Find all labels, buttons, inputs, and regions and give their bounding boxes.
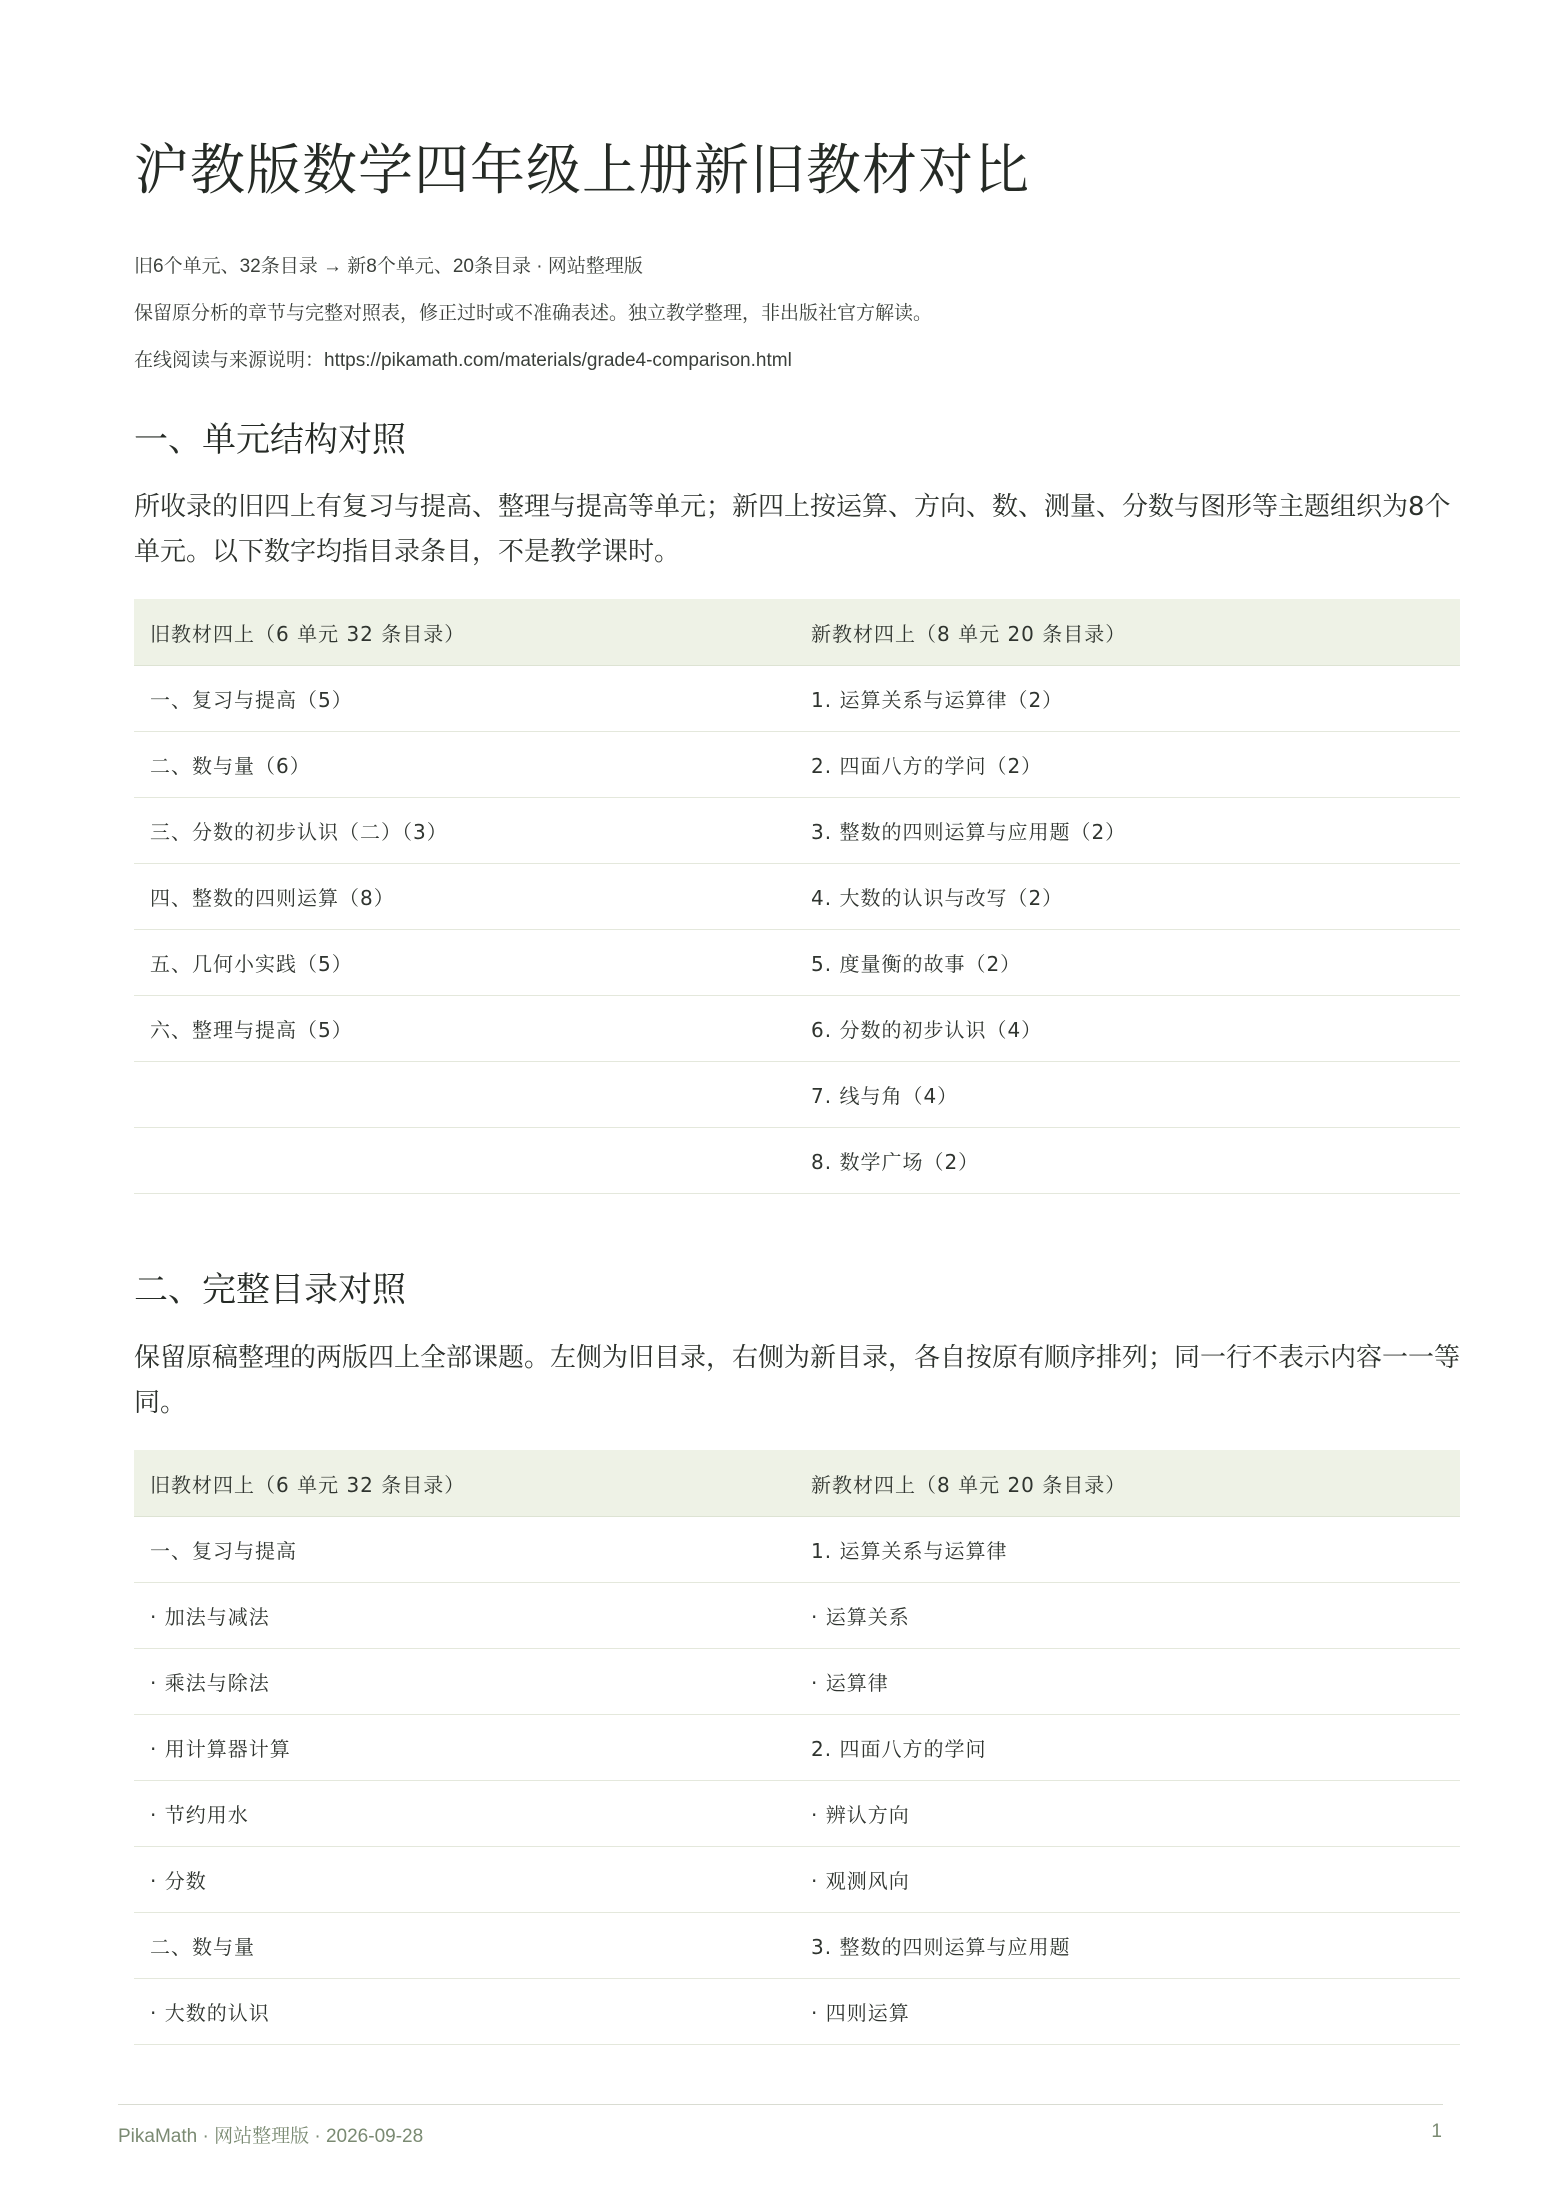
- table-header-row: [134, 1450, 1460, 1517]
- section-2-paragraph: 保留原稿整理的两版四上全部课题。左侧为旧目录，右侧为新目录，各自按原有顺序排列；同一行不表示内容一一等同。: [134, 1343, 1461, 1418]
- table-row: [134, 798, 1460, 864]
- page-number: 1: [1431, 2121, 1442, 2142]
- cell-new: 1. 运算关系与运算律（2）: [795, 666, 1460, 732]
- table-row: [134, 996, 1460, 1062]
- cell-old: · 分数: [134, 1847, 795, 1913]
- table-row: [134, 930, 1460, 996]
- cell-new: 5. 度量衡的故事（2）: [795, 930, 1460, 996]
- meta-note: 保留原分析的章节与完整对照表，修正过时或不准确表述。独立教学整理，非出版社官方解读。: [134, 303, 933, 324]
- column-header-old: 旧教材四上（6 单元 32 条目录）: [134, 599, 795, 666]
- section-2-heading: 二、完整目录对照: [134, 1270, 406, 1310]
- column-header-new: 新教材四上（8 单元 20 条目录）: [795, 599, 1460, 666]
- cell-new: 2. 四面八方的学问: [795, 1715, 1460, 1781]
- cell-old: [134, 1128, 795, 1194]
- cell-new: · 四则运算: [795, 1979, 1460, 2045]
- table-row: [134, 1649, 1460, 1715]
- meta-summary: 旧6个单元、32条目录 → 新8个单元、20条目录 · 网站整理版: [134, 256, 643, 277]
- column-header-new: 新教材四上（8 单元 20 条目录）: [795, 1450, 1460, 1517]
- cell-new: 3. 整数的四则运算与应用题（2）: [795, 798, 1460, 864]
- footer-divider: [118, 2104, 1443, 2105]
- cell-new: 2. 四面八方的学问（2）: [795, 732, 1460, 798]
- cell-new: 6. 分数的初步认识（4）: [795, 996, 1460, 1062]
- cell-new: · 运算关系: [795, 1583, 1460, 1649]
- footer-source: PikaMath · 网站整理版 · 2026-09-28: [118, 2126, 424, 2147]
- cell-new: 3. 整数的四则运算与应用题: [795, 1913, 1460, 1979]
- cell-old: · 节约用水: [134, 1781, 795, 1847]
- cell-old: 一、复习与提高（5）: [134, 666, 795, 732]
- cell-new: 4. 大数的认识与改写（2）: [795, 864, 1460, 930]
- table-row: [134, 1517, 1460, 1583]
- cell-old: 二、数与量（6）: [134, 732, 795, 798]
- table-row: [134, 1062, 1460, 1128]
- cell-old: 一、复习与提高: [134, 1517, 795, 1583]
- cell-old: · 加法与减法: [134, 1583, 795, 1649]
- cell-new: 8. 数学广场（2）: [795, 1128, 1460, 1194]
- table-row: [134, 1979, 1460, 2045]
- table-row: [134, 1715, 1460, 1781]
- cell-new: 7. 线与角（4）: [795, 1062, 1460, 1128]
- cell-old: · 大数的认识: [134, 1979, 795, 2045]
- cell-old: 三、分数的初步认识（二）（3）: [134, 798, 795, 864]
- column-header-old: 旧教材四上（6 单元 32 条目录）: [134, 1450, 795, 1517]
- table-row: [134, 1847, 1460, 1913]
- cell-old: · 用计算器计算: [134, 1715, 795, 1781]
- cell-old: 五、几何小实践（5）: [134, 930, 795, 996]
- cell-new: · 辨认方向: [795, 1781, 1460, 1847]
- page-title: 沪教版数学四年级上册新旧教材对比: [134, 138, 1031, 202]
- section-1-paragraph: 所收录的旧四上有复习与提高、整理与提高等单元；新四上按运算、方向、数、测量、分数与图形等主题组织为8个单元。以下数字均指目录条目，不是教学课时。: [134, 492, 1451, 567]
- cell-old: 四、整数的四则运算（8）: [134, 864, 795, 930]
- table-header-row: [134, 599, 1460, 666]
- cell-old: 二、数与量: [134, 1913, 795, 1979]
- table-row: [134, 732, 1460, 798]
- table-row: [134, 1583, 1460, 1649]
- full-catalog-table: [134, 1450, 1460, 2045]
- cell-new: 1. 运算关系与运算律: [795, 1517, 1460, 1583]
- table-row: [134, 1913, 1460, 1979]
- cell-old: · 乘法与除法: [134, 1649, 795, 1715]
- table-row: [134, 1128, 1460, 1194]
- table-row: [134, 864, 1460, 930]
- cell-new: · 运算律: [795, 1649, 1460, 1715]
- table-row: [134, 1781, 1460, 1847]
- unit-structure-table: [134, 599, 1460, 1194]
- cell-old: 六、整理与提高（5）: [134, 996, 795, 1062]
- cell-old: [134, 1062, 795, 1128]
- table-row: [134, 666, 1460, 732]
- cell-new: · 观测风向: [795, 1847, 1460, 1913]
- meta-source-link[interactable]: 在线阅读与来源说明：https://pikamath.com/materials/grade4-comparison.html: [134, 350, 792, 371]
- section-1-heading: 一、单元结构对照: [134, 420, 406, 460]
